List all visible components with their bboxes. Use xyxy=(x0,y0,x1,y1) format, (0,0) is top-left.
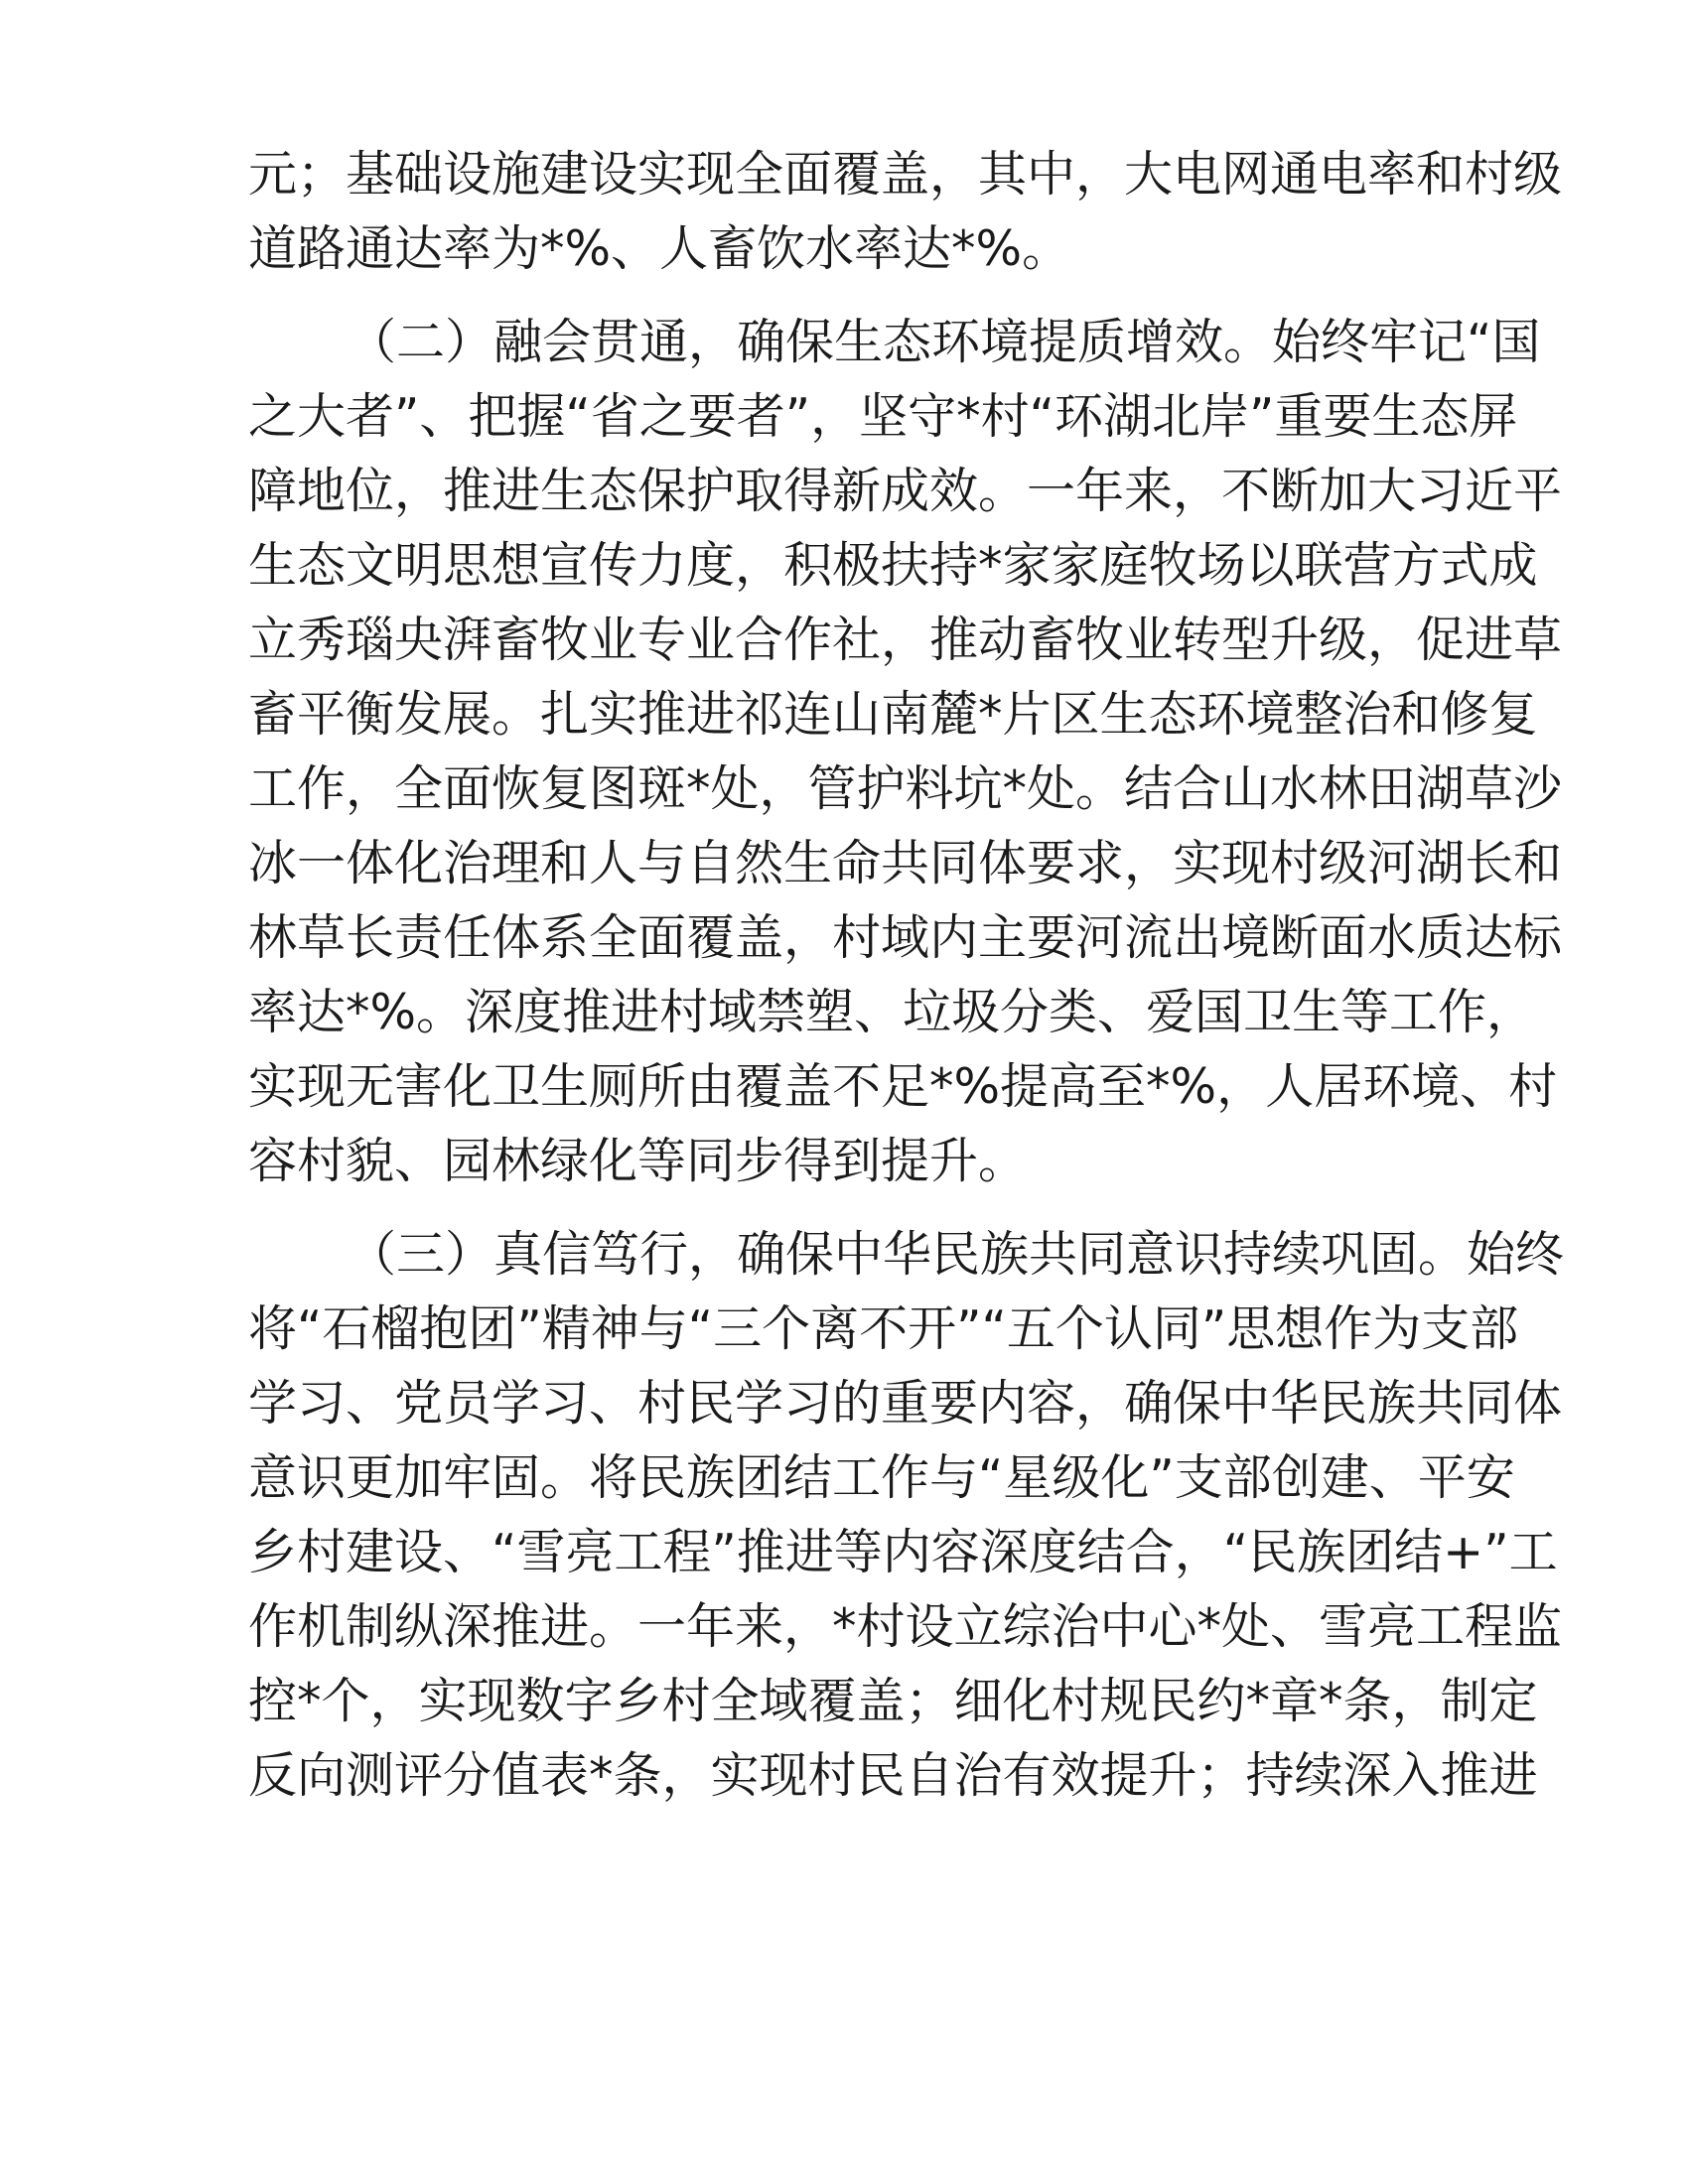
text-line-1: 元；基础设施建设实现全面覆盖，其中，大电网通电率和村级 xyxy=(248,146,1563,203)
text-line-19: 乡村建设、“雪亮工程”推进等内容深度结合，“民族团结+”工 xyxy=(248,1524,1558,1580)
text-line-12: 率达*%。深度推进村域禁塑、垃圾分类、爱国卫生等工作， xyxy=(248,984,1536,1040)
text-line-9: 工作，全面恢复图斑*处，管护料坑*处。结合山水林田湖草沙 xyxy=(248,760,1563,817)
text-line-3-section-heading: （二）融会贯通，确保生态环境提质增效。始终牢记“国 xyxy=(348,314,1541,370)
text-line-15-section-heading: （三）真信笃行，确保中华民族共同意识持续巩固。始终 xyxy=(348,1226,1565,1283)
text-line-13: 实现无害化卫生厕所由覆盖不足*%提高至*%，人居环境、村 xyxy=(248,1058,1558,1115)
text-line-20: 作机制纵深推进。一年来，*村设立综治中心*处、雪亮工程监 xyxy=(248,1598,1563,1655)
text-line-21: 控*个，实现数字乡村全域覆盖；细化村规民约*章*条，制定 xyxy=(248,1673,1538,1729)
text-line-16: 将“石榴抱团”精神与“三个离不开”“五个认同”思想作为支部 xyxy=(248,1300,1519,1357)
text-line-22: 反向测评分值表*条，实现村民自治有效提升；持续深入推进 xyxy=(248,1747,1538,1804)
text-line-5: 障地位，推进生态保护取得新成效。一年来，不断加大习近平 xyxy=(248,463,1563,519)
text-line-14: 容村貌、园林绿化等同步得到提升。 xyxy=(248,1133,1028,1189)
text-line-10: 冰一体化治理和人与自然生命共同体要求，实现村级河湖长和 xyxy=(248,835,1563,891)
text-line-2: 道路通达率为*%、人畜饮水率达*%。 xyxy=(248,220,1071,277)
text-line-18: 意识更加牢固。将民族团结工作与“星级化”支部创建、平安 xyxy=(248,1449,1515,1506)
text-line-11: 林草长责任体系全面覆盖，村域内主要河流出境断面水质达标 xyxy=(248,909,1563,966)
text-line-7: 立秀瑙央湃畜牧业专业合作社，推动畜牧业转型升级，促进草 xyxy=(248,612,1563,668)
text-line-4: 之大者”、把握“省之要者”，坚守*村“环湖北岸”重要生态屏 xyxy=(248,388,1518,445)
text-line-8: 畜平衡发展。扎实推进祁连山南麓*片区生态环境整治和修复 xyxy=(248,686,1538,743)
text-line-6: 生态文明思想宣传力度，积极扶持*家家庭牧场以联营方式成 xyxy=(248,537,1538,594)
text-line-17: 学习、党员学习、村民学习的重要内容，确保中华民族共同体 xyxy=(248,1375,1563,1432)
